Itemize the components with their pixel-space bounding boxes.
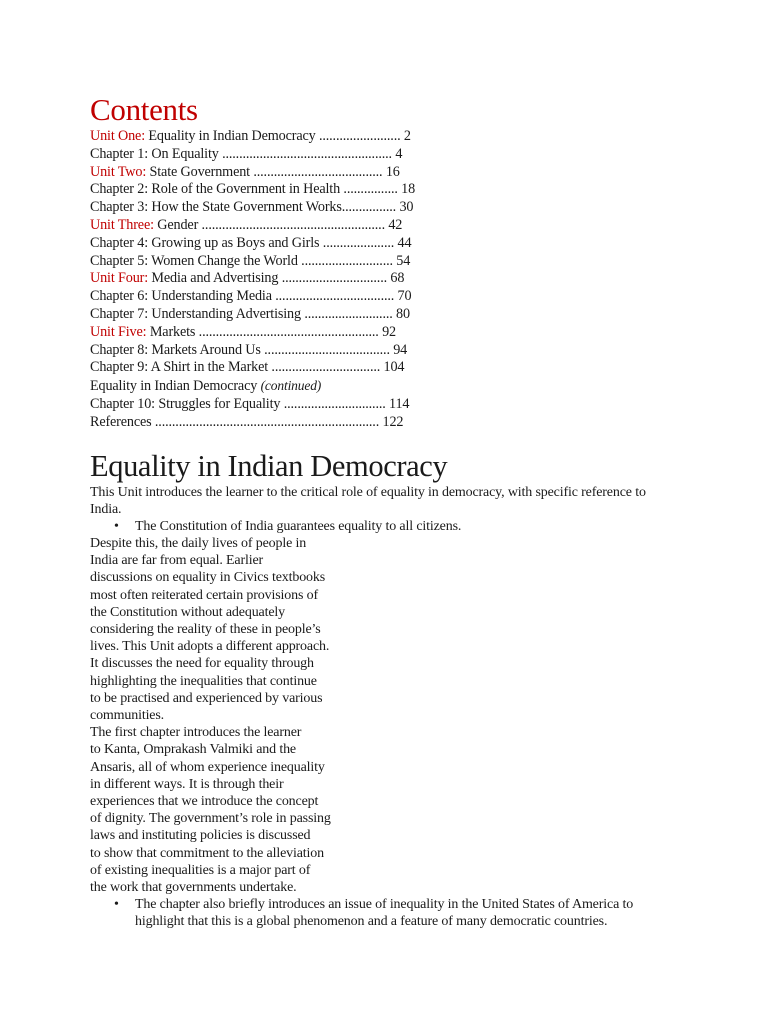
bullet-text bbox=[135, 896, 633, 930]
section-heading: Equality in Indian Democracy bbox=[90, 449, 448, 483]
toc-entry-text: State Government ...................................... 16 bbox=[146, 163, 400, 180]
toc-entry-text: Chapter 3: How the State Government Works................ 30 bbox=[90, 199, 414, 216]
toc-entry-text: Media and Advertising ............................... 68 bbox=[148, 270, 405, 287]
bullet-text: The Constitution of India guarantees equality to all citizens. bbox=[135, 519, 462, 534]
toc-entry-text: Chapter 9: A Shirt in the Market ................................ 104 bbox=[90, 359, 405, 376]
toc-unit-label: Unit Four: bbox=[90, 270, 149, 287]
body-line: India are far from equal. Earlier bbox=[90, 553, 264, 569]
toc-entry-text: Chapter 2: Role of the Government in Health ................ 18 bbox=[90, 181, 416, 198]
body-line: considering the reality of these in people’s bbox=[90, 622, 321, 638]
toc-entry bbox=[90, 288, 690, 306]
toc-entry-text: Equality in Indian Democracy ........................ 2 bbox=[145, 128, 411, 144]
body-line: It discusses the need for equality through bbox=[90, 656, 314, 672]
toc-entry bbox=[90, 128, 690, 146]
bullet-icon: • bbox=[114, 519, 119, 534]
toc-unit-label: Unit Five: bbox=[90, 323, 147, 340]
toc-entry bbox=[90, 199, 690, 217]
body-line: Ansaris, all of whom experience inequality bbox=[90, 759, 325, 775]
body-line: discussions on equality in Civics textbooks bbox=[90, 570, 326, 586]
toc-entry-text: Chapter 8: Markets Around Us ..................................... 94 bbox=[90, 341, 408, 358]
toc-entry-text: Gender ...................................................... 42 bbox=[153, 216, 403, 233]
body-line: Despite this, the daily lives of people in bbox=[90, 536, 307, 551]
toc-entry bbox=[90, 342, 690, 360]
bullet-text-line: highlight that this is a global phenomenon and a feature of many democratic countries. bbox=[135, 914, 608, 930]
toc-unit-label: Unit Three: bbox=[90, 216, 154, 233]
toc-entry bbox=[90, 164, 690, 182]
body-line: the work that governments undertake. bbox=[90, 880, 297, 896]
toc-unit-label: Unit Two: bbox=[90, 163, 147, 180]
toc-entry-text: Chapter 6: Understanding Media ................................... 70 bbox=[90, 288, 412, 305]
toc-entry bbox=[90, 414, 690, 432]
toc-entry bbox=[90, 235, 690, 253]
toc-entry bbox=[90, 359, 690, 377]
toc-entry-text: Chapter 5: Women Change the World ........................... 54 bbox=[90, 252, 411, 269]
toc-entry-text: Chapter 4: Growing up as Boys and Girls ..................... 44 bbox=[90, 234, 412, 251]
body-line: experiences that we introduce the concept bbox=[90, 794, 319, 810]
toc-entry-note: (continued) bbox=[260, 378, 322, 394]
intro-paragraph: This Unit introduces the learner to the critical role of equality in democracy, with specific reference to India. bbox=[90, 485, 646, 518]
contents-title: Contents bbox=[90, 92, 198, 127]
toc-entry bbox=[90, 396, 690, 414]
body-line: highlighting the inequalities that continue bbox=[90, 673, 317, 689]
bullet-icon: • bbox=[114, 897, 119, 912]
body-line: The first chapter introduces the learner bbox=[90, 725, 302, 741]
body-column bbox=[90, 535, 360, 896]
body-line: communities. bbox=[90, 708, 165, 724]
body-line: to show that commitment to the alleviation bbox=[90, 845, 324, 861]
body-line: of existing inequalities is a major part of bbox=[90, 862, 311, 878]
toc-entry bbox=[90, 270, 690, 288]
body-line: of dignity. The government’s role in passing bbox=[90, 811, 331, 827]
body-line: to be practised and experienced by various bbox=[90, 690, 323, 706]
toc-entry-text: Chapter 7: Understanding Advertising .......................... 80 bbox=[90, 305, 410, 322]
toc-unit-label: Unit One: bbox=[90, 128, 145, 144]
bullet-text-line: The chapter also briefly introduces an issue of inequality in the United States of America to bbox=[135, 897, 634, 912]
toc-entry bbox=[90, 146, 690, 164]
toc-entry bbox=[90, 306, 690, 324]
toc-entry-text: Chapter 1: On Equality .................................................. 4 bbox=[90, 145, 403, 162]
toc-entry bbox=[90, 377, 690, 396]
body-line: to Kanta, Omprakash Valmiki and the bbox=[90, 742, 297, 758]
toc-entry-text: References .................................................................. 122 bbox=[90, 413, 404, 430]
body-line: laws and instituting policies is discussed bbox=[90, 828, 311, 844]
body-line: most often reiterated certain provisions of bbox=[90, 587, 318, 603]
table-of-contents bbox=[90, 128, 690, 432]
toc-entry bbox=[90, 253, 690, 271]
toc-entry-text: Equality in Indian Democracy bbox=[90, 378, 261, 395]
toc-entry-text: Chapter 10: Struggles for Equality .............................. 114 bbox=[90, 395, 410, 412]
body-line: in different ways. It is through their bbox=[90, 776, 284, 792]
body-line: lives. This Unit adopts a different approach. bbox=[90, 639, 330, 655]
toc-entry bbox=[90, 324, 690, 342]
body-line: the Constitution without adequately bbox=[90, 604, 286, 620]
toc-entry bbox=[90, 181, 690, 199]
toc-entry-text: Markets ..................................................... 92 bbox=[146, 323, 396, 340]
toc-entry bbox=[90, 217, 690, 235]
